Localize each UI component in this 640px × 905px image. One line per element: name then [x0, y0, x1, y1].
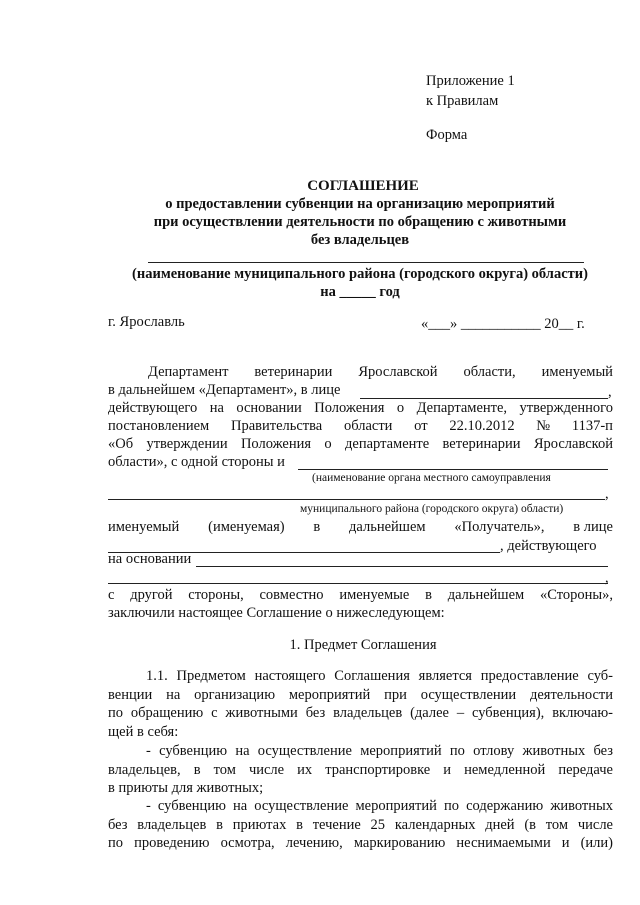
- word: совместно: [259, 587, 324, 603]
- comma: ,: [605, 486, 609, 502]
- municipality-caption: (наименование муниципального района (городского округа) области): [132, 266, 588, 282]
- to-rules-label: к Правилам: [426, 93, 499, 109]
- word: стороны,: [188, 587, 244, 603]
- document-title: СОГЛАШЕНИЕ: [307, 178, 419, 194]
- paragraph-line: - субвенцию на осуществление мероприятий по отлову животных без: [146, 743, 613, 759]
- paragraph-line: 1.1. Предметом настоящего Соглашения является предоставление суб-: [146, 668, 613, 684]
- word: области,: [463, 364, 516, 380]
- municipality-name-line: [148, 262, 584, 263]
- word: именуемый: [541, 364, 613, 380]
- paragraph-line: - субвенцию на осуществление мероприятий по содержанию животных: [146, 798, 613, 814]
- authority-name-line-2: [108, 499, 605, 500]
- authority-name-line: [298, 469, 608, 470]
- word: №: [536, 418, 551, 434]
- preamble-line-3: действующего на основании Положения о Департаменте, утвержденного: [108, 400, 613, 416]
- word: в лице: [573, 519, 613, 535]
- word: в: [425, 587, 432, 603]
- word: ветеринарии: [254, 364, 333, 380]
- comma: ,: [608, 384, 612, 400]
- title-line-3: без владельцев: [310, 232, 410, 248]
- basis-line: [196, 566, 608, 567]
- paragraph-line: в приюты для животных;: [108, 780, 264, 796]
- title-line-2: при осуществлении деятельности по обращению с животными: [153, 214, 567, 230]
- title-line-1: о предоставлении субвенции на организацию мероприятий: [165, 196, 555, 212]
- acting-label: , действующего: [500, 538, 597, 554]
- year-line: на _____ год: [320, 284, 400, 300]
- paragraph-line: по проведению осмотра, лечению, маркированию неснимаемыми и (или): [108, 835, 613, 851]
- preamble-line-5: «Об утверждении Положения о департаменте ветеринарии Ярославской: [108, 436, 613, 452]
- preamble-line-8: [108, 519, 613, 536]
- word: в: [313, 519, 321, 535]
- preamble-line-13: [108, 587, 613, 604]
- word: именуемый: [108, 519, 180, 535]
- basis-label: на основании: [108, 551, 192, 567]
- paragraph-line: венции на организацию мероприятий при осуществлении деятельности: [108, 686, 613, 703]
- word: дальнейшем: [349, 519, 426, 535]
- section-heading: 1. Предмет Соглашения: [289, 637, 437, 653]
- basis-line-2: [108, 583, 608, 584]
- representative-line: [360, 398, 608, 399]
- city: г. Ярославль: [108, 314, 185, 330]
- appendix-label: Приложение 1: [426, 73, 515, 89]
- preamble-line-6: области», с одной стороны и: [108, 454, 285, 470]
- word: 22.10.2012: [449, 418, 515, 434]
- word: 1137-п: [571, 418, 613, 434]
- date-field: «___» ___________ 20__ г.: [421, 316, 585, 332]
- preamble-line-1: [148, 364, 613, 381]
- form-label: Форма: [426, 127, 468, 143]
- word: Правительства: [230, 418, 323, 434]
- paragraph-catching: [108, 742, 613, 798]
- paragraph-1-1: [108, 667, 613, 741]
- word: именуемые: [339, 587, 410, 603]
- comma: ,: [605, 570, 609, 586]
- word: области: [343, 418, 393, 434]
- word: «Получатель»,: [454, 519, 545, 535]
- preamble-line-2: в дальнейшем «Департамент», в лице: [108, 382, 341, 398]
- word: другой: [130, 587, 173, 603]
- word: (именуемая): [208, 519, 285, 535]
- authority-caption: (наименование органа местного самоуправления: [312, 472, 551, 484]
- paragraph-line: владельцев, в том числе их транспортировке и немедленной передаче: [108, 761, 613, 778]
- word: Ярославской: [358, 364, 438, 380]
- paragraph-keeping: [108, 797, 613, 853]
- preamble-line-4: [108, 418, 613, 435]
- word: от: [414, 418, 428, 434]
- word: постановлением: [108, 418, 210, 434]
- word: Департамент: [148, 364, 229, 380]
- word: дальнейшем: [447, 587, 525, 603]
- paragraph-line: без владельцев в приютах в течение 25 календарных дней (в том числе: [108, 816, 613, 833]
- word: с: [108, 587, 115, 603]
- paragraph-line: щей в себя:: [108, 723, 179, 740]
- word: «Стороны»,: [539, 587, 613, 603]
- municipality-caption-2: муниципального района (городского округа) области): [300, 503, 564, 515]
- paragraph-line: по обращению с животными без владельцев (далее – субвенция), включаю-: [108, 705, 613, 721]
- preamble-line-14: заключили настоящее Соглашение о нижеследующем:: [108, 605, 445, 621]
